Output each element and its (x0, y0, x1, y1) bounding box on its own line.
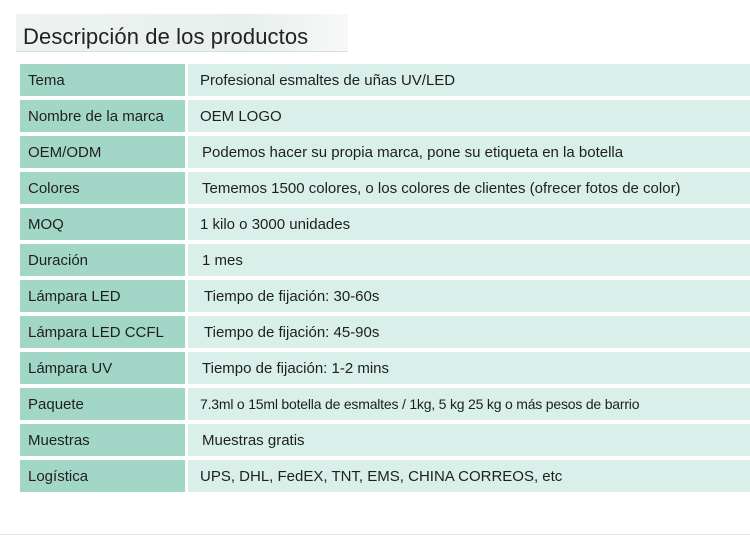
spec-row-led-lamp (20, 280, 750, 312)
spec-label: Nombre de la marca (20, 100, 185, 132)
spec-value: 1 kilo o 3000 unidades (188, 208, 750, 240)
spec-label: Tema (20, 64, 185, 96)
spec-value: Tiempo de fijación: 45-90s (188, 316, 750, 348)
spec-row-led-ccfl-lamp (20, 316, 750, 348)
spec-label: Lámpara LED (20, 280, 185, 312)
spec-value: Tiempo de fijación: 1-2 mins (188, 352, 750, 384)
spec-label: Paquete (20, 388, 185, 420)
spec-row-oem-odm (20, 136, 750, 168)
spec-row-package (20, 388, 750, 420)
spec-value: 7.3ml o 15ml botella de esmaltes / 1kg, 5 kg 25 kg o más pesos de barrio (188, 388, 750, 420)
spec-value: 1 mes (188, 244, 750, 276)
spec-row-colors (20, 172, 750, 204)
spec-row-duration (20, 244, 750, 276)
spec-label: Colores (20, 172, 185, 204)
spec-row-tema (20, 64, 750, 96)
spec-label: MOQ (20, 208, 185, 240)
spec-label: Muestras (20, 424, 185, 456)
bottom-divider (0, 534, 750, 535)
spec-row-moq (20, 208, 750, 240)
spec-value: Tiempo de fijación: 30-60s (188, 280, 750, 312)
spec-value: UPS, DHL, FedEX, TNT, EMS, CHINA CORREOS, etc (188, 460, 750, 492)
section-heading (16, 14, 348, 52)
spec-value: OEM LOGO (188, 100, 750, 132)
spec-row-brand (20, 100, 750, 132)
spec-table (20, 64, 750, 496)
spec-label: Lámpara LED CCFL (20, 316, 185, 348)
spec-value: Podemos hacer su propia marca, pone su etiqueta en la botella (188, 136, 750, 168)
spec-label: Logística (20, 460, 185, 492)
spec-value: Muestras gratis (188, 424, 750, 456)
spec-value: Profesional esmaltes de uñas UV/LED (188, 64, 750, 96)
spec-label: OEM/ODM (20, 136, 185, 168)
section-title: Descripción de los productos (23, 24, 309, 49)
spec-row-samples (20, 424, 750, 456)
spec-label: Duración (20, 244, 185, 276)
spec-row-uv-lamp (20, 352, 750, 384)
spec-value: Tememos 1500 colores, o los colores de clientes (ofrecer fotos de color) (188, 172, 750, 204)
spec-row-logistics (20, 460, 750, 492)
spec-label: Lámpara UV (20, 352, 185, 384)
